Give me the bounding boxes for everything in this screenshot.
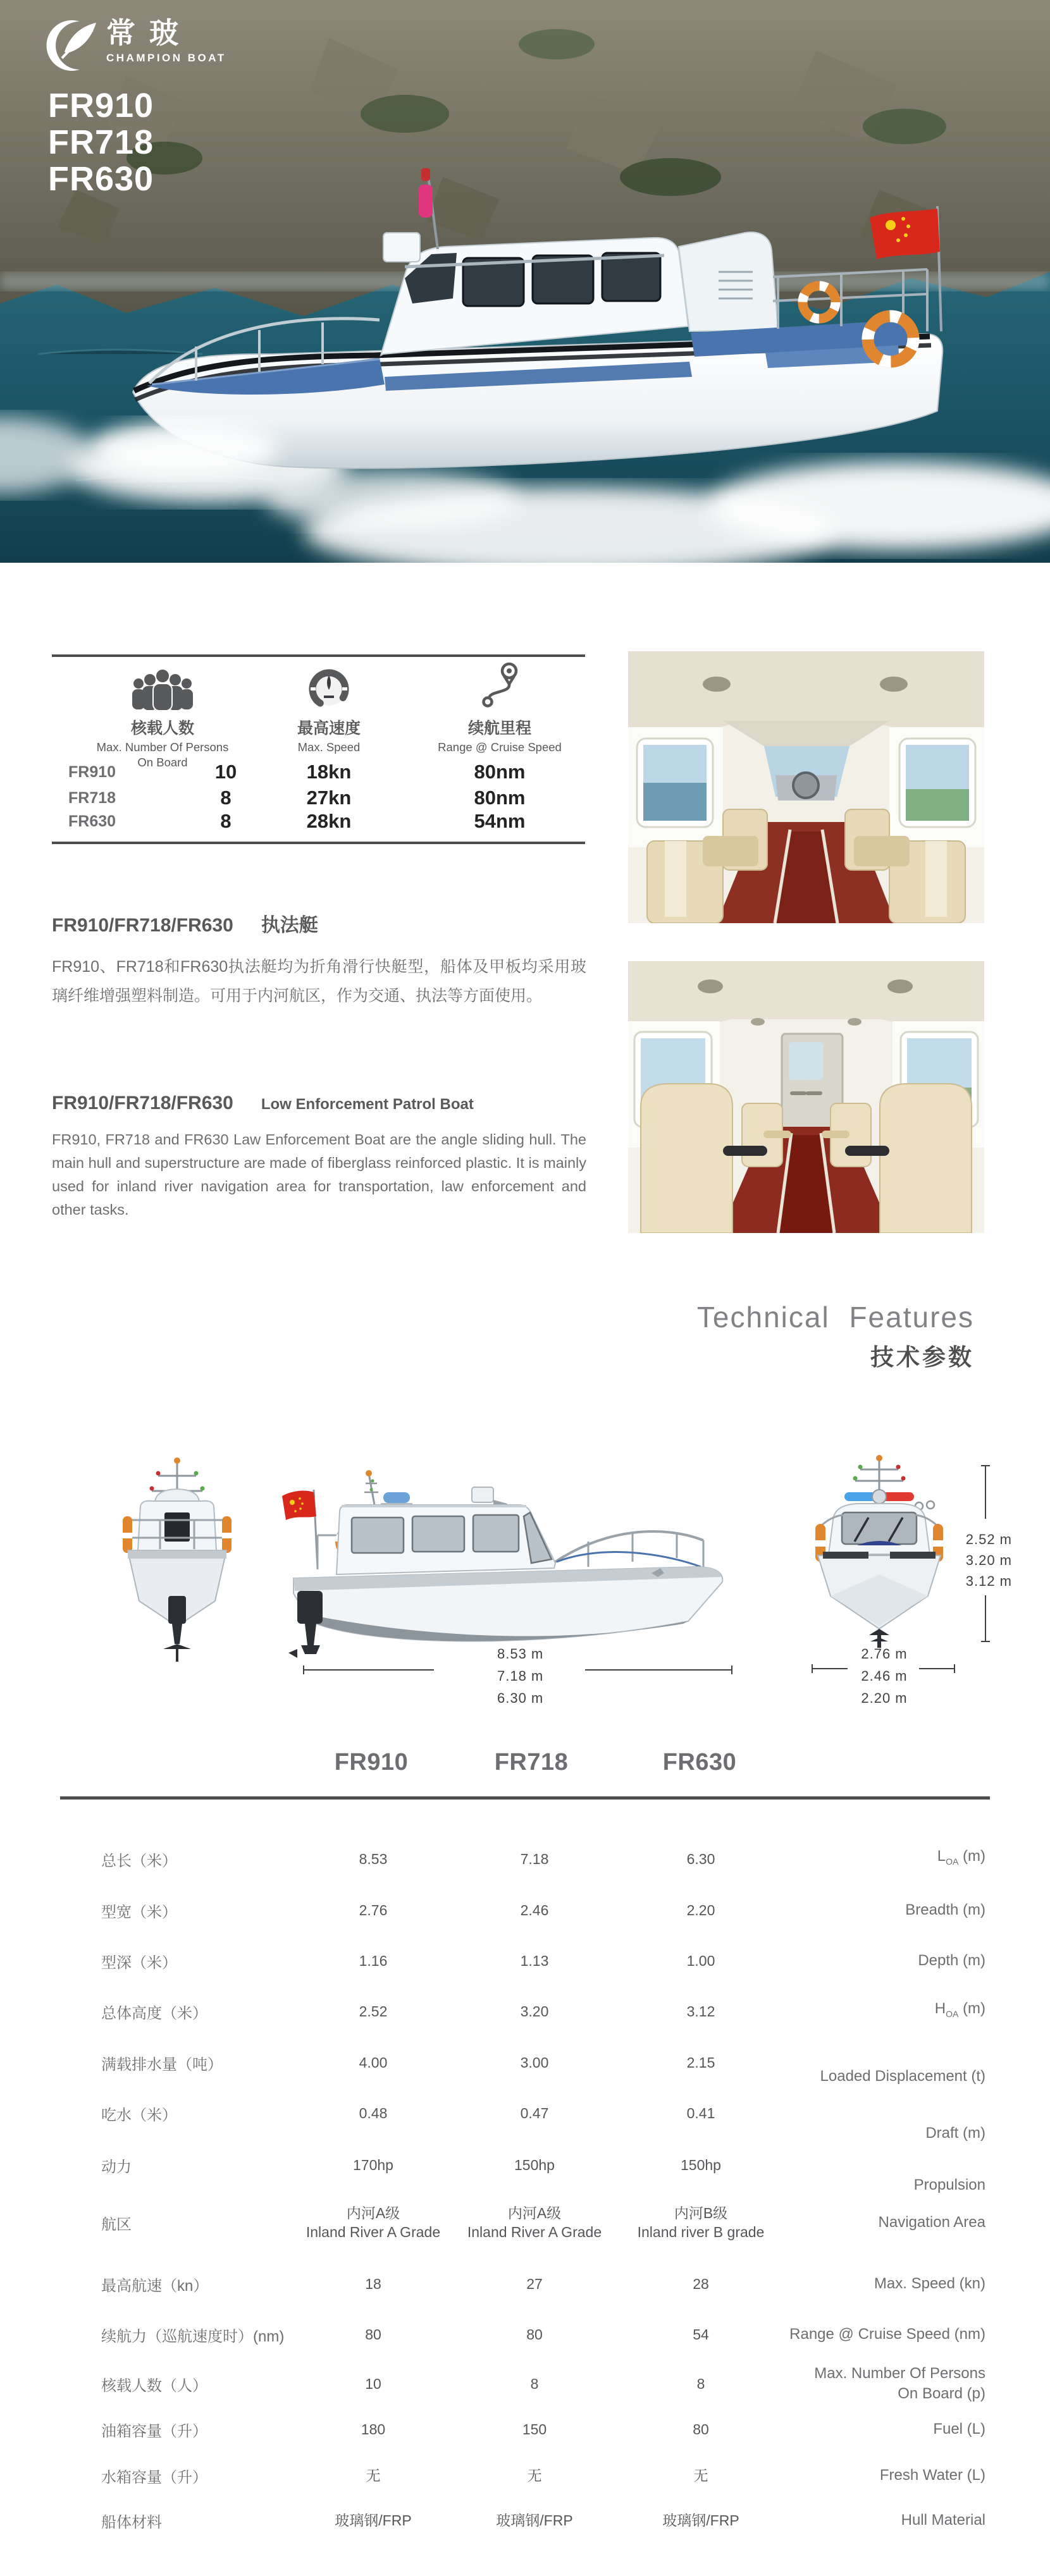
height-dim-tick-bottom [981,1641,990,1642]
spec-value: 150 [522,2421,547,2438]
technical-features-heading [569,1300,974,1372]
length-dim-labels [497,1643,543,1709]
spec-row-1 [0,1834,1050,1884]
spec-value: 27 [526,2276,543,2292]
summary-value: 80nm [474,761,526,783]
summary-value: 18kn [306,761,352,783]
summary-value: 8 [220,810,232,832]
length-dim-tick-left [303,1665,304,1674]
hero-model: FR718 [48,123,154,161]
spec-value: 玻璃钢/FRP [662,2512,739,2529]
spec-row-5 [0,2037,1050,2088]
spec-value: 80 [693,2421,709,2438]
spec-value: 80 [526,2326,543,2343]
feather-icon [46,16,100,75]
spec-label-en: Fresh Water (L) [879,2467,985,2484]
spec-value: 1.00 [686,1953,715,1969]
length-dim-label: 8.53 m [497,1646,544,1662]
height-dim-label: 3.20 m [965,1552,1012,1568]
spec-label-en: Range @ Cruise Speed (nm) [789,2326,985,2343]
width-dim-label: 2.76 m [861,1646,908,1662]
description-en [52,1093,586,1222]
spec-label-en: Hull Material [901,2512,985,2529]
spec-value: 3.12 [686,2003,715,2020]
spec-value: 80 [365,2326,381,2343]
spec-value: 4.00 [359,2054,388,2071]
spec-label-cn: 续航力（巡航速度时）(nm) [101,2328,285,2345]
spec-label-cn: 吃水（米） [101,2106,177,2124]
spec-column-fr718: FR718 [494,1749,569,1776]
length-dim-tick-right [731,1665,732,1674]
spec-row-9 [0,2259,1050,2309]
spec-label-cn: 型深（米） [101,1954,177,1972]
spec-row-8 [0,2197,1050,2248]
spec-value: 54 [693,2326,709,2343]
spec-label-en: Navigation Area [878,2214,985,2231]
spec-label-cn: 航区 [101,2216,132,2233]
length-dim-line-left [303,1669,434,1671]
spec-value: 150hp [514,2157,555,2173]
spec-value: 18 [365,2276,381,2292]
section-title-type: Low Enforcement Patrol Boat [261,1096,474,1113]
summary-value: 27kn [306,787,352,809]
spec-value: 内河A级 Inland River A Grade [306,2205,441,2240]
width-dim-tick-right [954,1664,955,1673]
spec-value: 28 [693,2276,709,2292]
spec-value: 2.20 [686,1902,715,1918]
spec-column-fr630: FR630 [662,1749,737,1776]
spec-label-en: Loaded Displacement (t) [820,2068,985,2085]
summary-value: 8 [220,787,232,809]
spec-value: 10 [365,2376,381,2392]
length-dim-label: 6.30 m [497,1690,544,1706]
spec-value: 150hp [681,2157,721,2173]
height-dim-line-bottom [985,1595,986,1642]
width-dim-labels [841,1643,927,1709]
height-dim-line-top [985,1465,986,1519]
spec-row-6 [0,2088,1050,2142]
summary-value: 80nm [474,787,526,809]
interior-photo-forward [628,651,984,923]
width-dim-label: 2.46 m [861,1668,908,1684]
spec-row-4 [0,1986,1050,2037]
summary-bottom-rule [52,842,585,844]
spec-label-en: Depth (m) [918,1952,985,1969]
stern-view-drawing [95,1454,259,1666]
spec-value: 2.52 [359,2003,388,2020]
brand-name-en: CHAMPION BOAT [106,52,226,64]
summary-value: 28kn [306,810,352,832]
summary-value: 10 [214,761,237,783]
spec-value: 3.20 [520,2003,549,2020]
spec-label-cn: 满载排水量（吨） [101,2056,223,2073]
spec-label-en: $L_{OA}$ (m) [937,1848,985,1867]
section-title-cn [52,909,586,937]
summary-row-model: FR630 [68,813,116,830]
spec-value: 无 [366,2467,381,2484]
spec-label-en: Fuel (L) [933,2420,985,2438]
section-title-models: FR910/FR718/FR630 [52,1093,233,1113]
width-dim-label: 2.20 m [861,1690,908,1706]
spec-value: 内河A级 Inland River A Grade [467,2205,602,2240]
spec-label-en: Breadth (m) [905,1901,985,1918]
hero-model: FR910 [48,87,154,125]
section-title-models: FR910/FR718/FR630 [52,915,233,936]
spec-row-2 [0,1885,1050,1935]
technical-features-cn: 技术参数 [870,1344,974,1370]
summary-row-model: FR718 [68,789,116,807]
spec-value: 0.48 [359,2105,388,2121]
spec-row-3 [0,1935,1050,1986]
spec-column-fr910: FR910 [334,1749,409,1776]
spec-label-en: Propulsion [913,2176,985,2193]
summary-column-3 [392,669,607,755]
spec-row-7 [0,2140,1050,2193]
side-view-drawing [278,1467,740,1666]
spec-label-en: Draft (m) [925,2125,985,2142]
spec-row-10 [0,2309,1050,2360]
spec-value: 2.76 [359,1902,388,1918]
route-icon [392,669,607,711]
summary-col-label-cn: 最高速度 [297,720,361,737]
height-dim-label: 2.52 m [965,1531,1012,1547]
width-dim-tick-left [812,1664,813,1673]
height-dim-labels [936,1529,1012,1592]
spec-value: 无 [527,2467,542,2484]
spec-value: 1.13 [520,1953,549,1969]
spec-label-cn: 核载人数（人） [101,2377,207,2395]
summary-value: 54nm [474,810,526,832]
summary-col-label-en: Range @ Cruise Speed [438,740,562,754]
summary-row-model: FR910 [68,763,116,781]
hero-model-list [48,87,154,197]
spec-row-11 [0,2358,1050,2409]
section-title-type: 执法艇 [261,915,318,936]
section-body-en: FR910, FR718 and FR630 Law Enforcement Boat are the angle sliding hull. The main hull and superstructure are made of fiberglass reinforced plastic. It is mainly used for inland river navigation area for transportation, law enforcement and other tasks. [52,1131,586,1218]
spec-value: 8 [530,2376,539,2392]
spec-value: 玻璃钢/FRP [335,2512,412,2529]
spec-label-cn: 油箱容量（升） [101,2422,207,2440]
spec-label-en: Max. Number Of Persons On Board (p) [814,2365,985,2402]
brand-name-cn: 常玻 [106,16,192,49]
spec-value: 6.30 [686,1851,715,1867]
spec-value: 3.00 [520,2054,549,2071]
description-cn [52,909,586,1010]
spec-value: 8.53 [359,1851,388,1867]
summary-col-label-en: Max. Number Of Persons On Board [96,740,229,769]
spec-value: 2.46 [520,1902,549,1918]
spec-value: 8 [696,2376,705,2392]
spec-value: 7.18 [520,1851,549,1867]
spec-value: 2.15 [686,2054,715,2071]
height-dim-label: 3.12 m [965,1573,1012,1589]
spec-label-en: $H_{OA}$ (m) [934,2000,985,2019]
key-specs-table [52,651,585,845]
spec-value: 玻璃钢/FRP [496,2512,573,2529]
length-dim-label: 7.18 m [497,1668,544,1684]
brand-logo [46,16,226,75]
hero-scene [0,0,1050,563]
spec-value: 180 [361,2421,386,2438]
summary-col-label-cn: 续航里程 [467,720,531,737]
hero-photo [0,0,1050,563]
interior-photo-aft [628,961,984,1233]
spec-row-12 [0,2404,1050,2455]
summary-col-label-cn: 核载人数 [130,720,194,737]
technical-features-en: Technical Features [696,1301,974,1334]
spec-value: 0.41 [686,2105,715,2121]
spec-label-en: Max. Speed (kn) [874,2275,985,2292]
summary-top-rule [52,654,585,657]
spec-header-rule [60,1796,990,1800]
spec-label-cn: 型宽（米） [101,1903,177,1921]
height-dim-tick-top [981,1465,990,1466]
spec-label-cn: 船体材料 [101,2513,162,2531]
spec-value: 无 [693,2467,708,2484]
spec-value: 170hp [353,2157,393,2173]
spec-value: 内河B级 Inland river B grade [637,2205,765,2240]
spec-label-cn: 总体高度（米） [101,2004,207,2022]
spec-label-cn: 动力 [101,2158,132,2176]
spec-label-cn: 最高航速（kn） [101,2277,209,2295]
section-title-en [52,1093,586,1114]
summary-col-label-en: Max. Speed [297,740,361,754]
spec-label-cn: 水箱容量（升） [101,2469,207,2486]
spec-label-cn: 总长（米） [101,1852,177,1870]
spec-row-14 [0,2495,1050,2546]
spec-value: 0.47 [520,2105,549,2121]
hero-model: FR630 [48,160,154,198]
length-dim-line-right [585,1669,732,1671]
section-body-cn: FR910、FR718和FR630执法艇均为折角滑行快艇型，船体及甲板均采用玻璃纤维增强塑料制造。可用于内河航区，作为交通、执法等方面使用。 [52,958,586,1005]
spec-row-13 [0,2450,1050,2501]
spec-value: 1.16 [359,1953,388,1969]
